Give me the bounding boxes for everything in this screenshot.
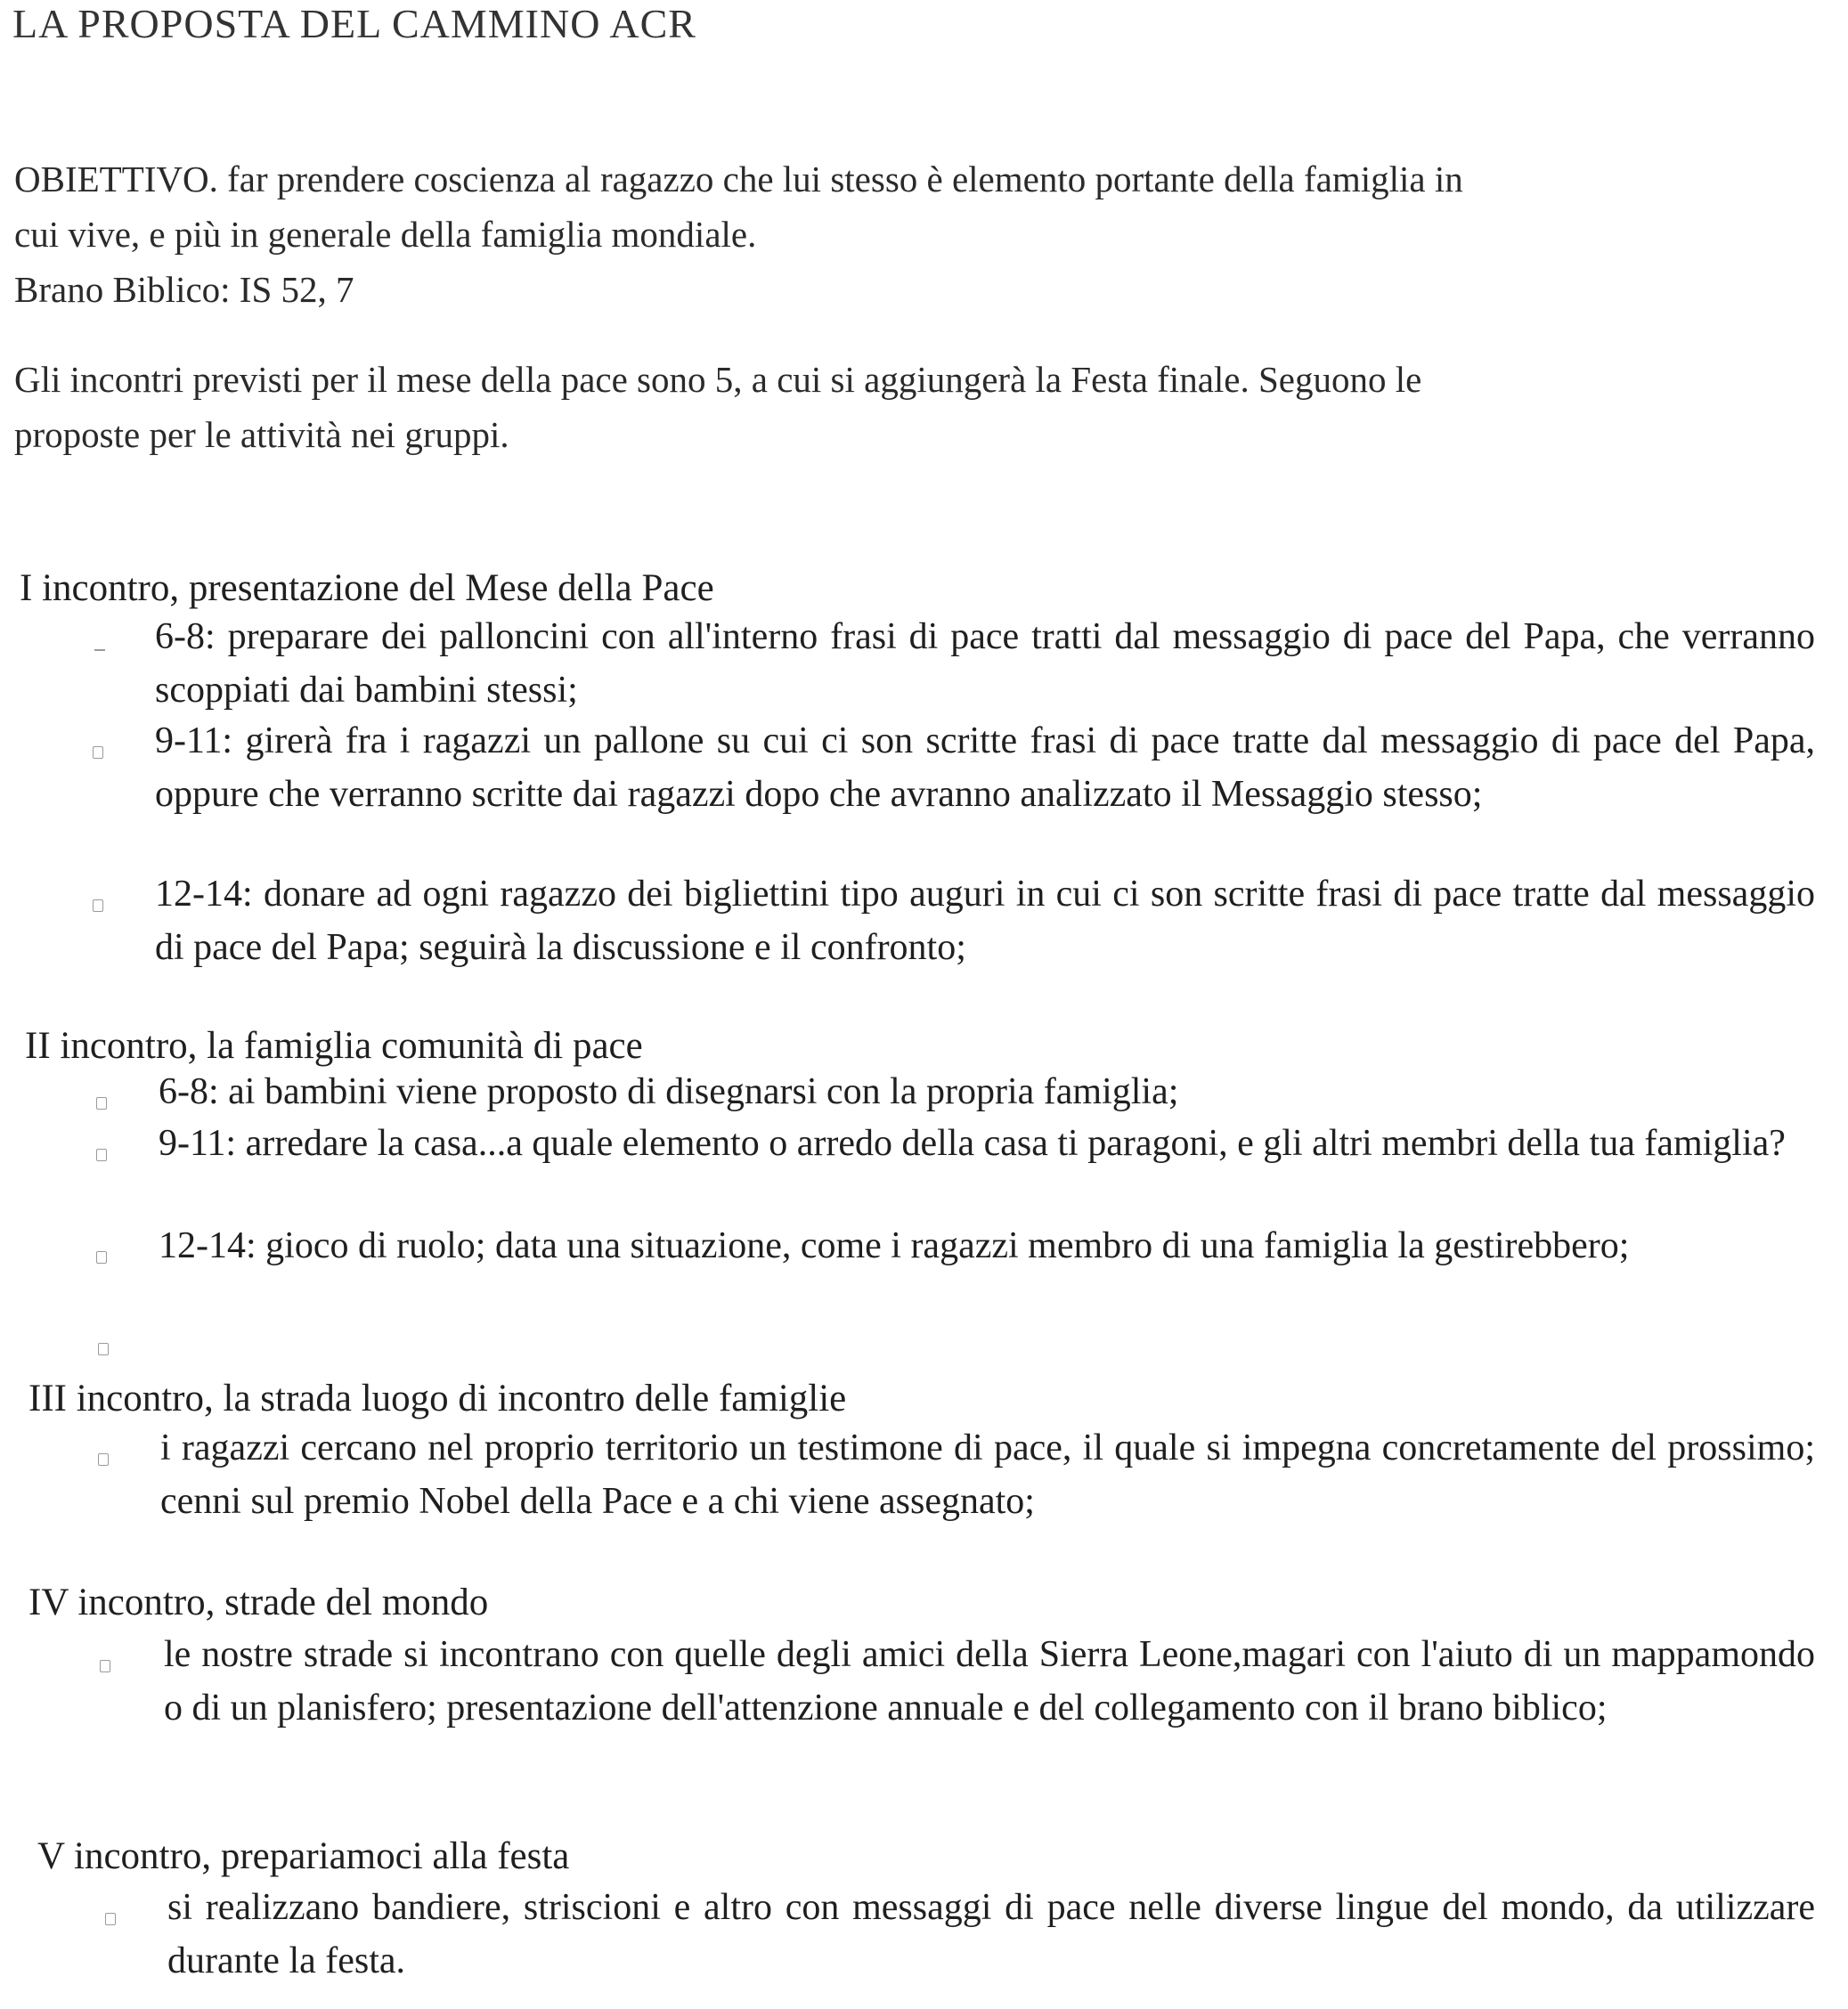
activity-item: si realizzano bandiere, striscioni e altro con messaggi di pace nelle diverse lingue del mondo, da utilizzare durante la festa. — [167, 1887, 1815, 1981]
meetings-line: Gli incontri previsti per il mese della pace sono 5, a cui si aggiungerà la Festa finale. Seguono le — [14, 359, 1422, 400]
objective-line: OBIETTIVO. far prendere coscienza al ragazzo che lui stesso è elemento portante della famiglia in — [14, 159, 1463, 199]
activity-item: 6-8: ai bambini viene proposto di disegnarsi con la propria famiglia; — [159, 1071, 1179, 1112]
bullet-square-icon — [96, 1097, 107, 1110]
section-heading: IV incontro, strade del mondo — [28, 1582, 489, 1623]
section-heading: II incontro, la famiglia comunità di pace — [25, 1025, 643, 1067]
bible-reference: Brano Biblico: IS 52, 7 — [14, 269, 354, 310]
section-heading: V incontro, prepariamoci alla festa — [37, 1835, 570, 1877]
bullet-square-icon — [98, 1343, 109, 1355]
bullet-square-icon — [93, 899, 103, 912]
activity-item: 12-14: donare ad ogni ragazzo dei bigliettini tipo auguri in cui ci son scritte frasi di pace tratte dal messaggio di pace del Papa; seguirà la discussione e il confronto; — [155, 874, 1815, 968]
bullet-dash-icon — [94, 649, 105, 651]
activity-item: 12-14: gioco di ruolo; data una situazione, come i ragazzi membro di una famiglia la gestirebbero; — [159, 1225, 1630, 1266]
objective-line: cui vive, e più in generale della famiglia mondiale. — [14, 214, 757, 255]
document-title: LA PROPOSTA DEL CAMMINO ACR — [12, 1, 696, 46]
bullet-square-icon — [96, 1251, 107, 1264]
bullet-square-icon — [98, 1453, 109, 1466]
section-heading: I incontro, presentazione del Mese della Pace — [20, 567, 714, 609]
bullet-square-icon — [96, 1149, 107, 1161]
section-heading: III incontro, la strada luogo di incontro delle famiglie — [28, 1378, 847, 1419]
meetings-paragraph — [14, 352, 1822, 462]
activity-item: i ragazzi cercano nel proprio territorio un testimone di pace, il quale si impegna concretamente del prossimo; cenni sul premio Nobel della Pace e a chi viene assegnato; — [160, 1427, 1815, 1522]
activity-item: 9-11: arredare la casa...a quale elemento o arredo della casa ti paragoni, e gli altri membri della tua famiglia? — [159, 1123, 1786, 1164]
bullet-square-icon — [93, 746, 103, 759]
objective-paragraph — [14, 151, 1822, 317]
activity-item: 6-8: preparare dei palloncini con all'interno frasi di pace tratti dal messaggio di pace del Papa, che verranno scoppiati dai bambini stessi; — [155, 616, 1815, 711]
activity-item: le nostre strade si incontrano con quelle degli amici della Sierra Leone,magari con l'aiuto di un mappamondo o di un planisfero; presentazione dell'attenzione annuale e del collegamento con il brano biblico; — [164, 1634, 1815, 1728]
meetings-line: proposte per le attività nei gruppi. — [14, 414, 509, 455]
bullet-square-icon — [105, 1913, 116, 1925]
bullet-square-icon — [100, 1660, 110, 1672]
activity-item: 9-11: girerà fra i ragazzi un pallone su cui ci son scritte frasi di pace tratte dal messaggio di pace del Papa, oppure che verranno scritte dai ragazzi dopo che avranno analizzato il Messaggio stesso; — [155, 720, 1815, 815]
